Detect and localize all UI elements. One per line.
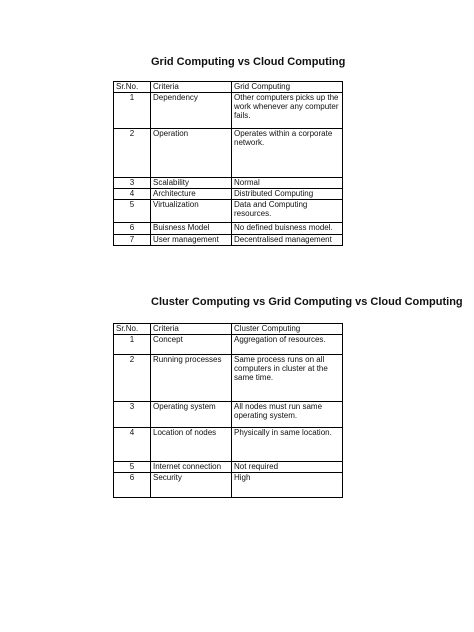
table-row [114, 223, 343, 235]
row-criteria: Operation [151, 129, 232, 178]
header-criteria: Criteria [151, 324, 232, 335]
row-srno: 1 [114, 335, 151, 355]
row-criteria: Architecture [151, 189, 232, 200]
row-criteria: Scalability [151, 178, 232, 189]
row-value: Operates within a corporate network. [232, 129, 343, 178]
header-srno: Sr.No. [114, 324, 151, 335]
row-value: Distributed Computing [232, 189, 343, 200]
row-value: All nodes must run same operating system. [232, 402, 343, 428]
row-value: Not required [232, 462, 343, 473]
row-value: Physically in same location. [232, 428, 343, 462]
row-value: Normal [232, 178, 343, 189]
table-row [114, 93, 343, 129]
table-row [114, 335, 343, 355]
row-srno: 3 [114, 178, 151, 189]
row-value: Same process runs on all computers in cluster at the same time. [232, 355, 343, 402]
table-row [114, 402, 343, 428]
row-criteria: Running processes [151, 355, 232, 402]
header-criteria: Criteria [151, 82, 232, 93]
row-value: Other computers picks up the work whenever any computer fails. [232, 93, 343, 129]
row-srno: 6 [114, 473, 151, 498]
header-srno: Sr.No. [114, 82, 151, 93]
row-srno: 5 [114, 462, 151, 473]
table-row [114, 235, 343, 246]
cluster-vs-grid-vs-cloud-title: Cluster Computing vs Grid Computing vs Cloud Computing [151, 296, 463, 308]
row-value: No defined buisness model. [232, 223, 343, 235]
row-criteria: Dependency [151, 93, 232, 129]
row-srno: 4 [114, 428, 151, 462]
cluster-vs-grid-table [113, 323, 343, 498]
grid-vs-cloud-title: Grid Computing vs Cloud Computing [151, 56, 346, 68]
table-header-row [114, 82, 343, 93]
row-value: Aggregation of resources. [232, 335, 343, 355]
table-row [114, 355, 343, 402]
table-row [114, 462, 343, 473]
row-srno: 7 [114, 235, 151, 246]
row-criteria: Operating system [151, 402, 232, 428]
row-criteria: Buisness Model [151, 223, 232, 235]
grid-vs-cloud-table [113, 81, 343, 246]
row-criteria: Internet connection [151, 462, 232, 473]
header-grid-computing: Grid Computing [232, 82, 343, 93]
row-criteria: Location of nodes [151, 428, 232, 462]
row-srno: 1 [114, 93, 151, 129]
row-srno: 4 [114, 189, 151, 200]
row-srno: 6 [114, 223, 151, 235]
table-row [114, 178, 343, 189]
row-srno: 3 [114, 402, 151, 428]
row-value: Data and Computing resources. [232, 200, 343, 223]
row-criteria: Concept [151, 335, 232, 355]
table-row [114, 129, 343, 178]
row-value: High [232, 473, 343, 498]
table-header-row [114, 324, 343, 335]
row-srno: 2 [114, 129, 151, 178]
table-row [114, 428, 343, 462]
row-criteria: Virtualization [151, 200, 232, 223]
row-srno: 5 [114, 200, 151, 223]
table-row [114, 200, 343, 223]
row-value: Decentralised management [232, 235, 343, 246]
table-row [114, 473, 343, 498]
table-row [114, 189, 343, 200]
row-criteria: Security [151, 473, 232, 498]
header-cluster-computing: Cluster Computing [232, 324, 343, 335]
row-srno: 2 [114, 355, 151, 402]
row-criteria: User management [151, 235, 232, 246]
